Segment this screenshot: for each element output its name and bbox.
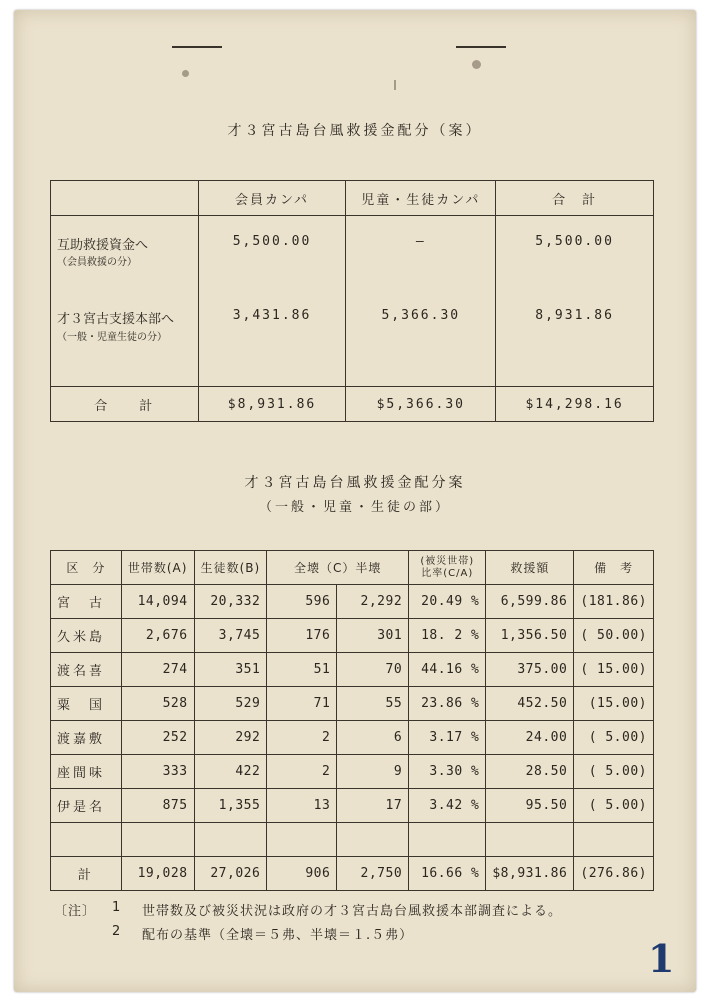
table-row [51,585,654,619]
cell-note: ( 5.00) [574,755,654,789]
cell-aid: 24.00 [486,721,574,755]
cell-aid [486,823,574,857]
table1-header-total: 合 計 [496,181,654,216]
cell-ratio [409,823,486,857]
cell-ratio: 3.30 % [409,755,486,789]
cell-full: 176 [267,619,337,653]
cell-aid: 375.00 [486,653,574,687]
cell-students: 351 [194,653,267,687]
cell-households: 875 [121,789,194,823]
cell-name: 伊是名 [51,789,122,823]
cell-aid: 6,599.86 [486,585,574,619]
table1-student-cell [346,216,496,387]
cell-half [337,823,409,857]
cell-students: 292 [194,721,267,755]
table1-body-row [51,216,654,387]
total-mutual-aid-value: 5,500.00 [535,234,614,249]
cell-students: 3,745 [194,619,267,653]
total-aid: $8,931.86 [486,857,574,891]
cell-half: 6 [337,721,409,755]
table1-header-blank [51,181,199,216]
cell-full: 2 [267,755,337,789]
page-number: 1 [648,936,675,981]
cell-half: 70 [337,653,409,687]
document-title-1: 才３宮古島台風救援金配分（案） [227,123,483,139]
total-full: 906 [267,857,337,891]
allocation-table-2 [50,550,654,891]
cell-half: 9 [337,755,409,789]
note-1-number: 1 [112,900,122,915]
table1-total-cell [496,216,654,387]
allocation-table-1 [50,180,654,422]
table-row [51,653,654,687]
cell-note: (181.86) [574,585,654,619]
table1-total-row [51,387,654,422]
row-sublabel-miyako-hq: （一般・児童生徒の分） [57,332,167,343]
cell-students: 529 [194,687,267,721]
total-label: 計 [51,857,122,891]
cell-households: 252 [121,721,194,755]
cell-note: ( 5.00) [574,721,654,755]
total-students: 27,026 [194,857,267,891]
cell-ratio: 23.86 % [409,687,486,721]
cell-ratio: 18. 2 % [409,619,486,653]
cell-aid: 28.50 [486,755,574,789]
table1-total-grand: $14,298.16 [496,387,654,422]
cell-half: 301 [337,619,409,653]
cell-half: 17 [337,789,409,823]
cell-households: 2,676 [121,619,194,653]
header-damage: 全壊（C）半壊 [267,551,409,585]
document-title-2: 才３宮古島台風救援金配分案 [244,475,466,491]
punch-hole-right [472,60,481,69]
cell-full [267,823,337,857]
cell-households: 14,094 [121,585,194,619]
student-mutual-aid-value: — [415,234,426,249]
table-row [51,789,654,823]
member-mutual-aid-value: 5,500.00 [232,234,312,249]
notes-label: 〔注〕 [54,904,97,919]
punch-hole-left [182,70,189,77]
total-ratio: 16.66 % [409,857,486,891]
header-note: 備 考 [574,551,654,585]
cell-students [194,823,267,857]
cell-name: 宮 古 [51,585,122,619]
cell-students: 1,355 [194,789,267,823]
table-row [51,721,654,755]
cell-name: 粟 国 [51,687,122,721]
cell-full: 2 [267,721,337,755]
cell-full: 13 [267,789,337,823]
cell-households: 333 [121,755,194,789]
cell-full: 596 [267,585,337,619]
cell-households: 528 [121,687,194,721]
cell-full: 51 [267,653,337,687]
cell-name [51,823,122,857]
header-ratio: (被災世帯)比率(C/A) [409,551,486,585]
table2-body [51,585,654,857]
cell-aid: 95.50 [486,789,574,823]
cell-half: 55 [337,687,409,721]
header-students: 生徒数(B) [194,551,267,585]
cell-households [121,823,194,857]
note-2-text: 配布の基準（全壊＝５弗、半壊＝１.５弗） [142,928,414,943]
table2-header-row [51,551,654,585]
table1-total-label: 合 計 [51,387,199,422]
margin-mark-right [456,46,506,48]
table-row [51,619,654,653]
total-note: (276.86) [574,857,654,891]
cell-aid: 452.50 [486,687,574,721]
table-row [51,755,654,789]
cell-half: 2,292 [337,585,409,619]
cell-ratio: 3.42 % [409,789,486,823]
cell-name: 久米島 [51,619,122,653]
cell-note: ( 50.00) [574,619,654,653]
cell-note [574,823,654,857]
student-miyako-value: 5,366.30 [381,308,461,323]
table1-labels-cell [51,216,199,387]
table1-member-cell [198,216,346,387]
cell-name: 渡嘉敷 [51,721,122,755]
cell-name: 渡名喜 [51,653,122,687]
cell-ratio: 20.49 % [409,585,486,619]
margin-mark-left [172,46,222,48]
cell-full: 71 [267,687,337,721]
table1-header-student: 児童・生徒カンパ [346,181,496,216]
table1-total-member: $8,931.86 [198,387,346,422]
cell-name: 座間味 [51,755,122,789]
header-households: 世帯数(A) [121,551,194,585]
document-subtitle-2: （一般・児童・生徒の部） [258,500,451,515]
paper-sheet [14,10,696,992]
table1-total-student: $5,366.30 [346,387,496,422]
cell-aid: 1,356.50 [486,619,574,653]
table-row [51,823,654,857]
total-miyako-value: 8,931.86 [535,308,614,323]
note-2-number: 2 [112,924,122,939]
row-label-mutual-aid: 互助救援資金へ [57,238,149,253]
total-households: 19,028 [121,857,194,891]
header-kubun: 区 分 [51,551,122,585]
cell-note: (15.00) [574,687,654,721]
table-row [51,687,654,721]
cell-ratio: 3.17 % [409,721,486,755]
note-1-text: 世帯数及び被災状況は政府の才３宮古島台風救援本部調査による。 [142,904,563,919]
table1-header-member: 会員カンパ [198,181,346,216]
cell-households: 274 [121,653,194,687]
cell-ratio: 44.16 % [409,653,486,687]
cell-students: 422 [194,755,267,789]
member-miyako-value: 3,431.86 [232,308,312,323]
header-aid: 救援額 [486,551,574,585]
table1-header-row [51,181,654,216]
table2-total-row [51,857,654,891]
row-label-miyako-hq: 才３宮古支援本部へ [57,312,175,327]
cell-note: ( 5.00) [574,789,654,823]
total-half: 2,750 [337,857,409,891]
cell-note: ( 15.00) [574,653,654,687]
binding-tick [394,80,396,90]
cell-students: 20,332 [194,585,267,619]
row-sublabel-mutual-aid: （会員救援の分） [57,257,137,268]
